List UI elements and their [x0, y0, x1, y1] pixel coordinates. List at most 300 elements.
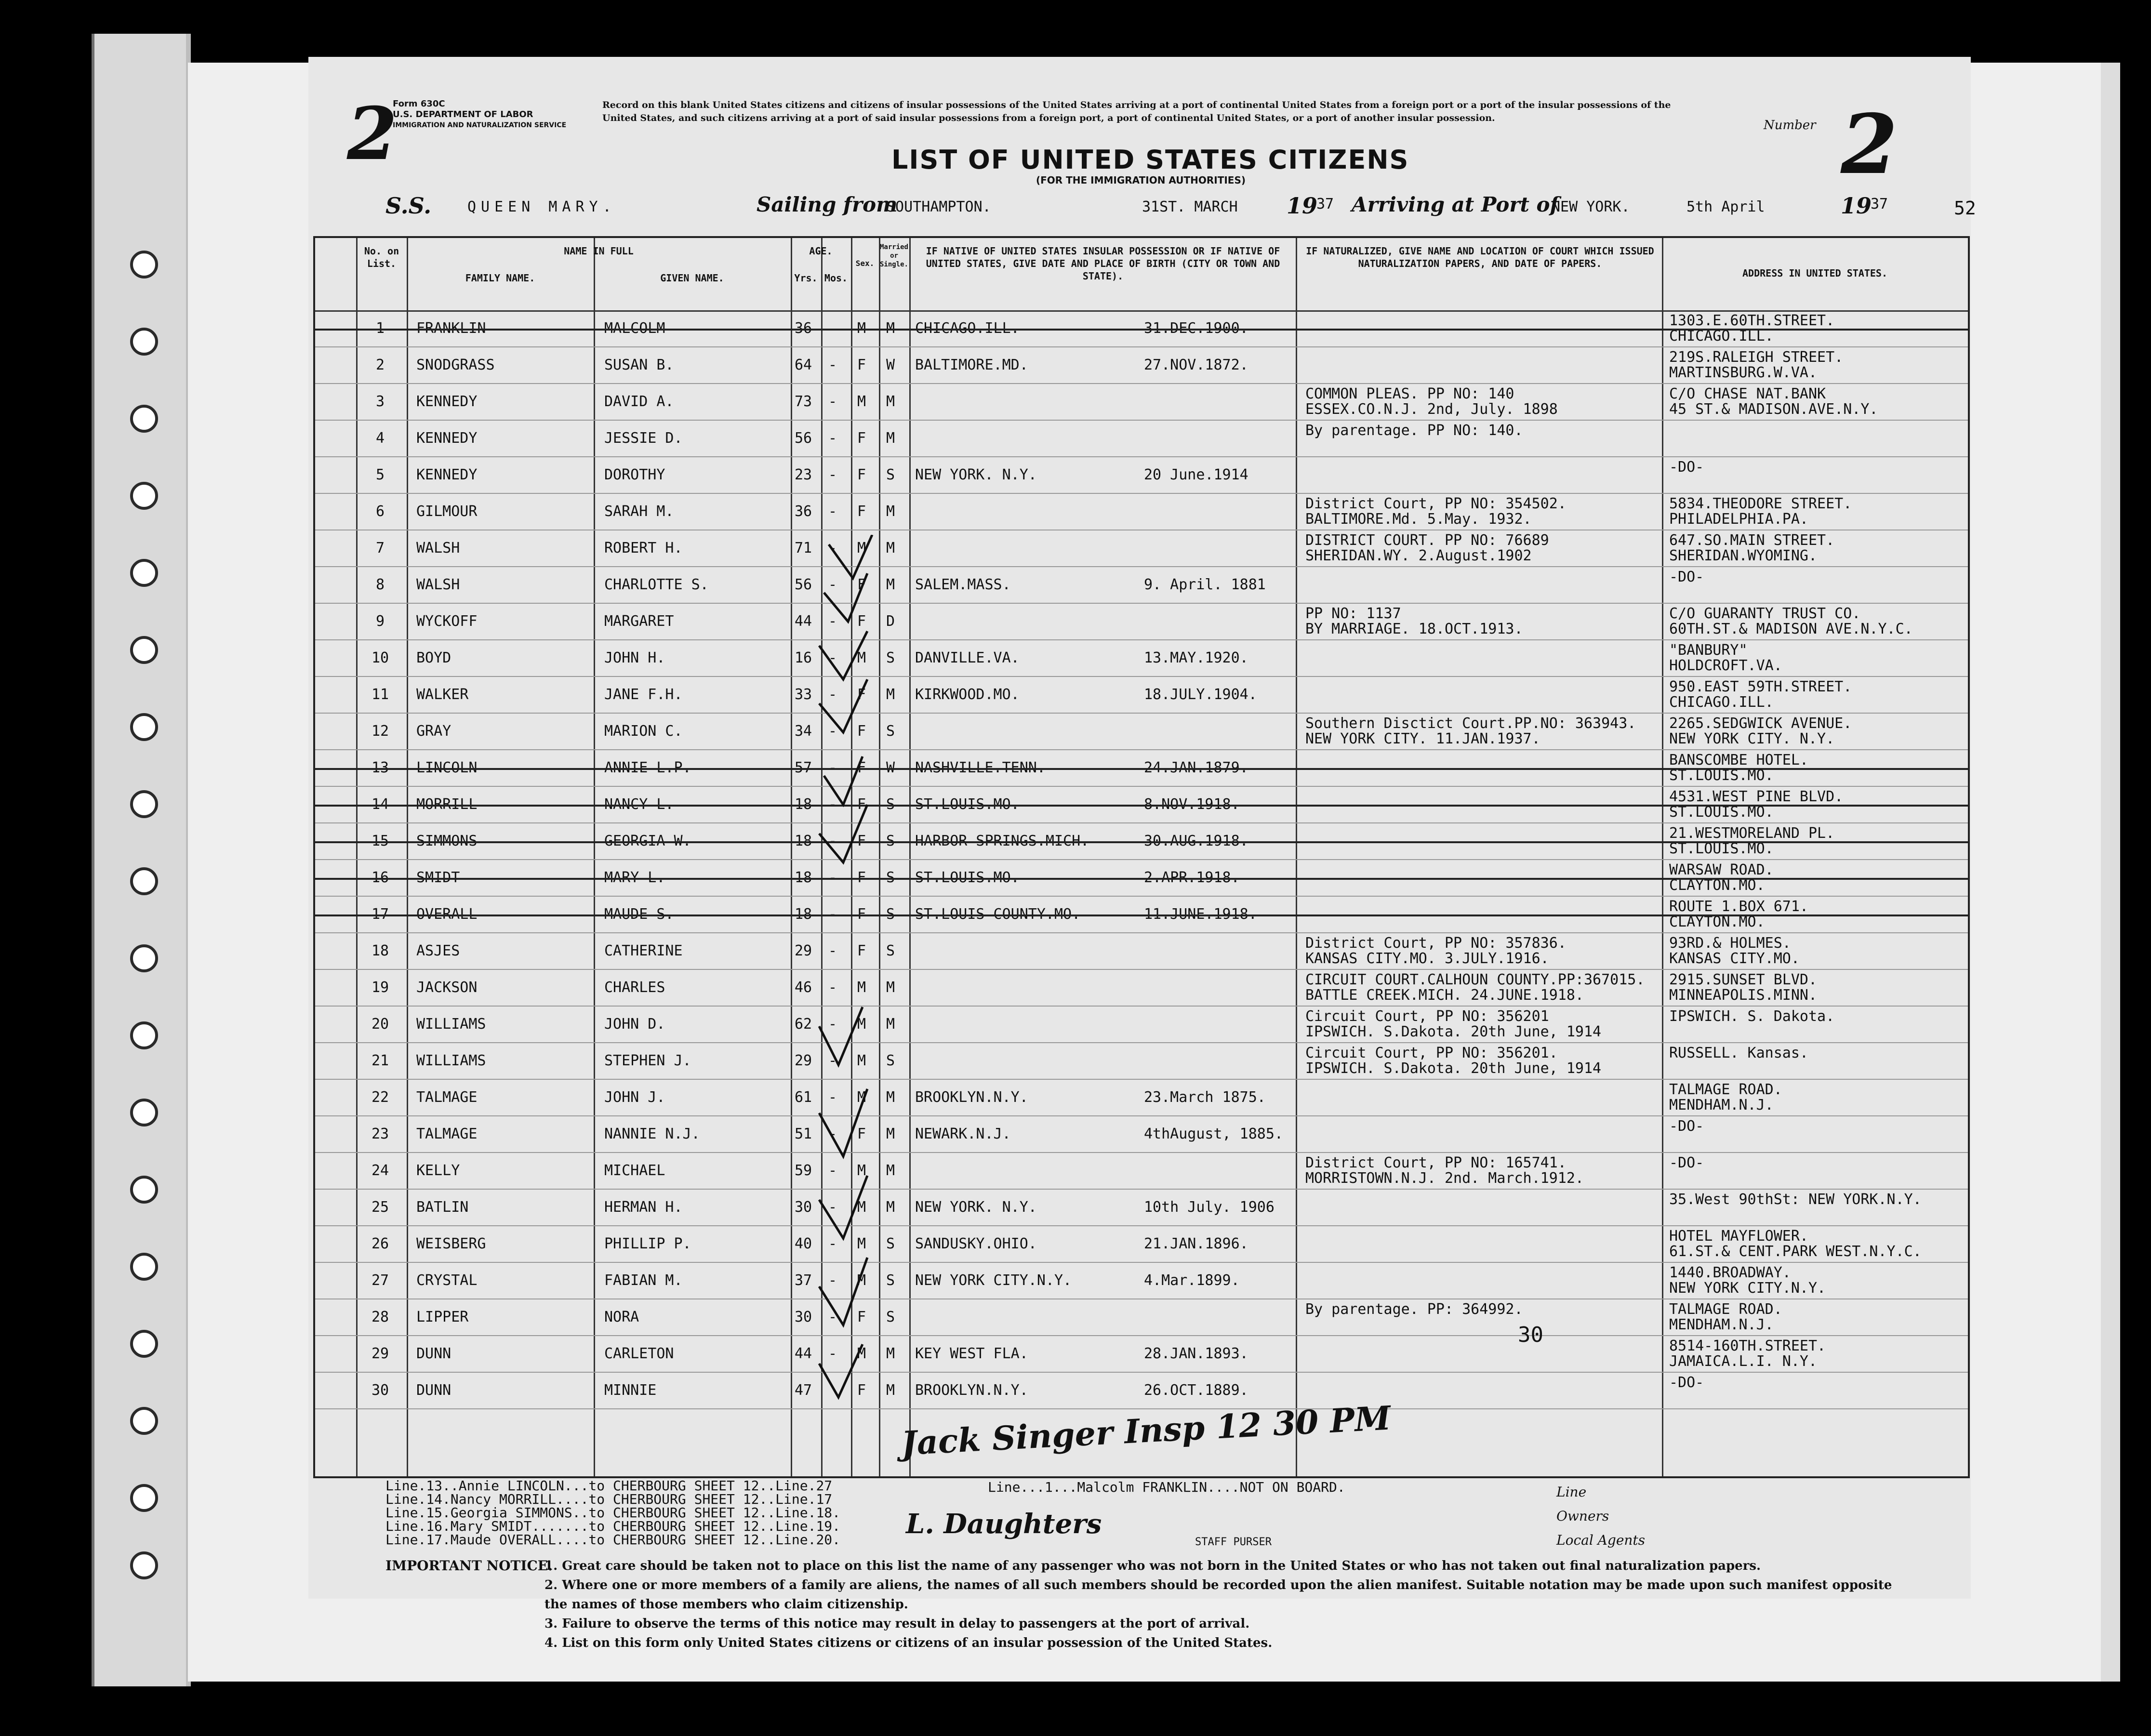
table-row	[315, 567, 1968, 603]
cell-nat2: MORRISTOWN.N.J. 2nd. March.1912.	[1305, 1170, 1584, 1187]
table-row	[315, 969, 1968, 1006]
cell-addr2: 60TH.ST.& MADISON AVE.N.Y.C.	[1669, 621, 1913, 637]
cell-sex: F	[857, 466, 866, 483]
table-row	[315, 713, 1968, 750]
cell-birth-place: NEWARK.N.J.	[915, 1126, 1011, 1142]
cell-birth-date: 21.JAN.1896.	[1144, 1235, 1248, 1252]
cell-given: MARY L.	[604, 869, 665, 886]
cell-birth-place: NEW YORK CITY.N.Y.	[915, 1272, 1072, 1289]
cell-addr1: 35.West 90thSt: NEW YORK.N.Y.	[1669, 1191, 1922, 1208]
cell-no: 20	[371, 1016, 389, 1033]
header-yrs: Yrs.	[794, 272, 818, 284]
cell-birth-date: 20 June.1914	[1144, 466, 1248, 483]
cell-family: TALMAGE	[416, 1089, 478, 1106]
cell-given: NORA	[604, 1309, 639, 1325]
cell-nat2: IPSWICH. S.Dakota. 20th June, 1914	[1305, 1060, 1602, 1077]
number-label: Number	[1764, 118, 1816, 133]
cell-age: 59	[795, 1162, 812, 1179]
cell-birth-date: 8.NOV.1918.	[1144, 796, 1240, 813]
cell-family: LIPPER	[416, 1309, 469, 1325]
cell-no: 3	[375, 393, 385, 410]
notice-item: 3. Failure to observe the terms of this notice may result in delay to passengers at the port of arrival.	[544, 1617, 1250, 1631]
table-row	[315, 457, 1968, 493]
cell-ms: M	[886, 686, 895, 703]
cell-mos: -	[828, 466, 837, 483]
cell-sex: M	[857, 1089, 866, 1106]
cell-family: TALMAGE	[416, 1126, 478, 1142]
cell-nat2: SHERIDAN.WY. 2.August.1902	[1305, 547, 1532, 564]
line-label: Line	[1556, 1484, 1587, 1500]
table-row	[315, 530, 1968, 567]
cell-age: 62	[795, 1016, 812, 1033]
table-row	[315, 310, 1968, 347]
cell-nat2: KANSAS CITY.MO. 3.JULY.1916.	[1305, 950, 1549, 967]
cell-family: WALSH	[416, 540, 460, 557]
cell-age: 71	[795, 540, 812, 557]
cell-nat1: District Court, PP NO: 354502.	[1305, 495, 1567, 512]
cell-sex: M	[857, 393, 866, 410]
table-row	[315, 1189, 1968, 1226]
cell-ms: M	[886, 1382, 895, 1399]
cell-given: FABIAN M.	[604, 1272, 683, 1289]
cell-family: CRYSTAL	[416, 1272, 478, 1289]
cell-sex: M	[857, 320, 866, 337]
table-row	[315, 676, 1968, 713]
cell-ms: M	[886, 540, 895, 557]
cell-addr2: MENDHAM.N.J.	[1669, 1316, 1774, 1333]
cell-ms: S	[886, 869, 895, 886]
cell-nat2: BALTIMORE.Md. 5.May. 1932.	[1305, 511, 1532, 528]
cell-addr1: C/O CHASE NAT.BANK	[1669, 385, 1826, 402]
table-row	[315, 933, 1968, 969]
cell-age: 47	[795, 1382, 812, 1399]
cell-nat1: District Court, PP NO: 165741.	[1305, 1154, 1567, 1171]
cell-addr2: HOLDCROFT.VA.	[1669, 657, 1782, 674]
cell-age: 56	[795, 576, 812, 593]
cell-addr1: IPSWICH. S. Dakota.	[1669, 1008, 1835, 1025]
cell-sex: F	[857, 833, 866, 849]
cell-addr1: C/O GUARANTY TRUST CO.	[1669, 605, 1861, 622]
header-address: ADDRESS IN UNITED STATES.	[1742, 267, 1888, 279]
cell-nat1: DISTRICT COURT. PP NO: 76689	[1305, 532, 1549, 549]
cell-ms: S	[886, 942, 895, 959]
cell-ms: S	[886, 723, 895, 740]
cell-mos: -	[828, 1089, 837, 1106]
table-row	[315, 1226, 1968, 1262]
footer-notes	[385, 1478, 1646, 1548]
cell-addr2: NEW YORK CITY.N.Y.	[1669, 1280, 1826, 1297]
table-row	[315, 786, 1968, 823]
cell-age: 40	[795, 1235, 812, 1252]
table-row	[315, 1043, 1968, 1079]
table-row	[315, 1299, 1968, 1336]
cell-birth-place: SANDUSKY.OHIO.	[915, 1235, 1037, 1252]
cell-addr1: -DO-	[1669, 1154, 1704, 1171]
header-married: Married or Single.	[879, 243, 908, 268]
cell-sex: F	[857, 942, 866, 959]
cell-age: 23	[795, 466, 812, 483]
cell-addr2: PHILADELPHIA.PA.	[1669, 511, 1808, 528]
cell-given: NANCY L.	[604, 796, 674, 813]
cell-sex: M	[857, 1235, 866, 1252]
page-subtitle: (FOR THE IMMIGRATION AUTHORITIES)	[1036, 174, 1246, 186]
cell-family: GRAY	[416, 723, 451, 740]
cell-nat2: NEW YORK CITY. 11.JAN.1937.	[1305, 730, 1540, 747]
cell-mos: -	[828, 393, 837, 410]
cell-mos: -	[828, 503, 837, 520]
cell-birth-date: 28.JAN.1893.	[1144, 1345, 1248, 1362]
cell-age: 51	[795, 1126, 812, 1142]
strikethrough-line	[315, 805, 1968, 807]
cell-ms: M	[886, 503, 895, 520]
cell-sex: M	[857, 1016, 866, 1033]
cell-no: 21	[371, 1052, 389, 1069]
cell-birth-place: DANVILLE.VA.	[915, 649, 1020, 666]
cell-no: 23	[371, 1126, 389, 1142]
cell-mos: -	[828, 540, 837, 557]
cell-addr1: -DO-	[1669, 1118, 1704, 1135]
cell-birth-date: 18.JULY.1904.	[1144, 686, 1257, 703]
cell-no: 27	[371, 1272, 389, 1289]
cell-age: 44	[795, 1345, 812, 1362]
cell-nat1: Southern Disctict Court.PP.NO: 363943.	[1305, 715, 1636, 732]
cell-birth-date: 10th July. 1906	[1144, 1199, 1275, 1216]
table-row	[315, 1006, 1968, 1043]
table-row	[315, 1079, 1968, 1116]
cell-birth-place: BROOKLYN.N.Y.	[915, 1089, 1028, 1106]
cell-sex: F	[857, 759, 866, 776]
cell-mos: -	[828, 430, 837, 447]
transfer-note: Line.14.Nancy MORRILL....to CHERBOURG SHEET 12..Line.17	[385, 1491, 833, 1507]
cell-given: SUSAN B.	[604, 357, 674, 373]
cell-addr1: -DO-	[1669, 459, 1704, 476]
cell-birth-place: KEY WEST FLA.	[915, 1345, 1028, 1362]
cell-no: 18	[371, 942, 389, 959]
cell-mos: -	[828, 613, 837, 630]
cell-given: CHARLES	[604, 979, 665, 996]
cell-family: MORRILL	[416, 796, 478, 813]
cell-addr2: ST.LOUIS.MO.	[1669, 767, 1774, 784]
cell-addr1: 2915.SUNSET BLVD.	[1669, 971, 1818, 988]
cell-mos: -	[828, 1126, 837, 1142]
cell-birth-place: NASHVILLE.TENN.	[915, 759, 1046, 776]
cell-birth-place: ST.LOUIS COUNTY.MO.	[915, 906, 1081, 923]
cell-family: OVERALL	[416, 906, 478, 923]
cell-birth-place: NEW YORK. N.Y.	[915, 1199, 1037, 1216]
cell-given: MARION C.	[604, 723, 683, 740]
header-sex: Sex.	[855, 259, 875, 268]
cell-given: MALCOLM	[604, 320, 665, 337]
cell-mos: -	[828, 869, 837, 886]
cell-addr2: 45 ST.& MADISON.AVE.N.Y.	[1669, 401, 1878, 418]
cell-sex: M	[857, 540, 866, 557]
cell-addr1: 5834.THEODORE STREET.	[1669, 495, 1852, 512]
cell-addr1: HOTEL MAYFLOWER.	[1669, 1228, 1808, 1245]
cell-no: 7	[375, 540, 385, 557]
cell-mos: -	[828, 796, 837, 813]
cell-family: SMIDT	[416, 869, 460, 886]
cell-birth-date: 2.APR.1918.	[1144, 869, 1240, 886]
cell-addr2: MENDHAM.N.J.	[1669, 1097, 1774, 1113]
cell-mos: -	[828, 759, 837, 776]
cell-given: MAUDE S.	[604, 906, 674, 923]
cell-family: KENNEDY	[416, 466, 478, 483]
cell-birth-place: CHICAGO.ILL.	[915, 320, 1020, 337]
cell-family: WALSH	[416, 576, 460, 593]
cell-sex: M	[857, 1199, 866, 1216]
cell-birth-place: SALEM.MASS.	[915, 576, 1011, 593]
cell-birth-date: 4.Mar.1899.	[1144, 1272, 1240, 1289]
cell-birth-date: 26.OCT.1889.	[1144, 1382, 1248, 1399]
notice-item: 4. List on this form only United States citizens or citizens of an insular possession of the United States.	[544, 1636, 1273, 1650]
cell-age: 30	[795, 1199, 812, 1216]
cell-addr1: ROUTE 1.BOX 671.	[1669, 898, 1808, 915]
agents-label: Local Agents	[1556, 1532, 1646, 1548]
strikethrough-line	[315, 329, 1968, 331]
cell-ms: S	[886, 1235, 895, 1252]
cell-no: 24	[371, 1162, 389, 1179]
table-row	[315, 493, 1968, 530]
cell-ms: S	[886, 833, 895, 849]
cell-sex: F	[857, 1309, 866, 1325]
cell-mos: -	[828, 1199, 837, 1216]
cell-given: STEPHEN J.	[604, 1052, 691, 1069]
header-given: GIVEN NAME.	[660, 272, 724, 284]
cell-mos: -	[828, 942, 837, 959]
cell-mos: -	[828, 1345, 837, 1362]
cell-sex: F	[857, 1382, 866, 1399]
cell-mos: -	[828, 357, 837, 373]
cell-ms: D	[886, 613, 895, 630]
cell-family: WALKER	[416, 686, 469, 703]
cell-given: CHARLOTTE S.	[604, 576, 709, 593]
table-row	[315, 347, 1968, 384]
cell-nat1: PP NO: 1137	[1305, 605, 1401, 622]
owners-label: Owners	[1556, 1508, 1609, 1524]
cell-nat1: COMMON PLEAS. PP NO: 140	[1305, 385, 1514, 402]
cell-mos: -	[828, 723, 837, 740]
cell-ms: M	[886, 1016, 895, 1033]
cell-addr1: "BANBURY"	[1669, 642, 1748, 659]
cell-given: ANNIE L.P.	[604, 759, 691, 776]
cell-given: NANNIE N.J.	[604, 1126, 700, 1142]
cell-sex: F	[857, 503, 866, 520]
left-number-mark: 2	[347, 92, 398, 176]
cell-no: 1	[375, 320, 385, 337]
cell-no: 8	[375, 576, 385, 593]
number-value: 2	[1841, 96, 1898, 193]
cell-age: 18	[795, 796, 812, 813]
cell-family: LINCOLN	[416, 759, 478, 776]
cell-no: 5	[375, 466, 385, 483]
cell-birth-place: ST.LOUIS.MO.	[915, 796, 1020, 813]
voyage-line: S.S. QUEEN MARY. Sailing from SOUTHAMPTON. 31ST. MARCH 19 37 Arriving at Port of NEW YORK. 5th April 19 37	[385, 193, 1888, 219]
cell-given: MICHAEL	[604, 1162, 665, 1179]
notice-item: 2. Where one or more members of a family are aliens, the names of all such members should be recorded upon the alien manifest. Suitable notation may be made upon such manifest opposite the names of those members who claim citizenship.	[544, 1578, 1892, 1612]
cell-age: 36	[795, 320, 812, 337]
cell-given: PHILLIP P.	[604, 1235, 691, 1252]
cell-family: SIMMONS	[416, 833, 478, 849]
strikethrough-line	[315, 878, 1968, 880]
cell-no: 16	[371, 869, 389, 886]
header-name: NAME IN FULL	[564, 245, 634, 257]
form-header-block: Form 630C U.S. DEPARTMENT OF LABOR IMMIGRATION AND NATURALIZATION SERVICE	[393, 99, 567, 129]
cell-mos: -	[828, 1272, 837, 1289]
cell-ms: S	[886, 466, 895, 483]
form-instructions: Record on this blank United States citizens and citizens of insular possessions of the United States arriving at a port of continental United States from a foreign port or a port of the insular possessions of the United States, and such citizens arriving at a port of said insular possessions from a foreign port, a port of continental United States, or a port of another insular possession.	[602, 100, 1671, 123]
cell-family: JACKSON	[416, 979, 478, 996]
cell-addr1: TALMAGE ROAD.	[1669, 1301, 1782, 1318]
cell-age: 36	[795, 503, 812, 520]
table-row	[315, 750, 1968, 786]
cell-birth-date: 23.March 1875.	[1144, 1089, 1266, 1106]
cell-family: KENNEDY	[416, 393, 478, 410]
cell-family: WILLIAMS	[416, 1016, 486, 1033]
transfer-note: Line.15.Georgia SIMMONS..to CHERBOURG SHEET 12..Line.18.	[385, 1505, 841, 1521]
table-row	[315, 603, 1968, 640]
cell-age: 73	[795, 393, 812, 410]
cell-age: 18	[795, 869, 812, 886]
cell-ms: M	[886, 1199, 895, 1216]
table-row	[315, 640, 1968, 676]
cell-nat2: BY MARRIAGE. 18.OCT.1913.	[1305, 621, 1523, 637]
cell-sex: M	[857, 1052, 866, 1069]
cell-birth-date: 24.JAN.1879.	[1144, 759, 1248, 776]
cell-addr1: RUSSELL. Kansas.	[1669, 1045, 1808, 1061]
cell-addr1: 219S.RALEIGH STREET.	[1669, 349, 1844, 366]
table-row	[315, 1336, 1968, 1372]
count-mark: 30	[1518, 1323, 1543, 1347]
cell-ms: M	[886, 1089, 895, 1106]
cell-mos: -	[828, 686, 837, 703]
cell-given: JOHN H.	[604, 649, 665, 666]
header-age: AGE.	[809, 245, 833, 257]
cell-addr1: 2265.SEDGWICK AVENUE.	[1669, 715, 1852, 732]
cell-addr2: CLAYTON.MO.	[1669, 877, 1765, 894]
cell-ms: M	[886, 393, 895, 410]
cell-age: 44	[795, 613, 812, 630]
cell-nat1: Circuit Court, PP NO: 356201	[1305, 1008, 1549, 1025]
cell-addr1: 1440.BROADWAY.	[1669, 1264, 1791, 1281]
cell-ms: S	[886, 796, 895, 813]
cell-no: 11	[371, 686, 389, 703]
cell-age: 30	[795, 1309, 812, 1325]
cell-addr1: -DO-	[1669, 569, 1704, 585]
cell-age: 46	[795, 979, 812, 996]
cell-age: 57	[795, 759, 812, 776]
cell-given: CARLETON	[604, 1345, 674, 1362]
cell-no: 28	[371, 1309, 389, 1325]
inspector-signature: Jack Singer Insp 12 30 PM	[900, 1399, 1392, 1463]
cell-birth-date: 4thAugust, 1885.	[1144, 1126, 1283, 1142]
cell-addr2: CHICAGO.ILL.	[1669, 328, 1774, 345]
cell-family: KENNEDY	[416, 430, 478, 447]
cell-addr1: BANSCOMBE HOTEL.	[1669, 752, 1808, 769]
cell-addr2: JAMAICA.L.I. N.Y.	[1669, 1353, 1818, 1370]
cell-nat1: District Court, PP NO: 357836.	[1305, 935, 1567, 952]
cell-sex: F	[857, 723, 866, 740]
header-family: FAMILY NAME.	[465, 272, 535, 284]
manifest-table	[313, 236, 1970, 1478]
table-row	[315, 896, 1968, 933]
cell-no: 22	[371, 1089, 389, 1106]
header-birth: IF NATIVE OF UNITED STATES INSULAR POSSESSION OR IF NATIVE OF UNITED STATES, GIVE DATE AND PLACE OF BIRTH (CITY OR TOWN AND STATE).	[926, 245, 1280, 282]
cell-birth-place: NEW YORK. N.Y.	[915, 466, 1037, 483]
strikethrough-line	[315, 914, 1968, 916]
cell-addr1: 1303.E.60TH.STREET.	[1669, 312, 1835, 329]
cell-nat1: CIRCUIT COURT.CALHOUN COUNTY.PP:367015.	[1305, 971, 1645, 988]
header-mos: Mos.	[824, 272, 848, 284]
cell-nat1: By parentage. PP: 364992.	[1305, 1301, 1523, 1318]
cell-sex: F	[857, 357, 866, 373]
cell-mos: -	[828, 979, 837, 996]
table-row	[315, 860, 1968, 896]
table-row	[315, 823, 1968, 860]
cell-no: 25	[371, 1199, 389, 1216]
cell-addr1: -DO-	[1669, 1374, 1704, 1391]
cell-age: 18	[795, 906, 812, 923]
cell-nat1: Circuit Court, PP NO: 356201.	[1305, 1045, 1558, 1061]
transfer-note: Line.17.Maude OVERALL....to CHERBOURG SHEET 12..Line.20.	[385, 1532, 841, 1548]
cell-age: 29	[795, 942, 812, 959]
cell-given: JOHN J.	[604, 1089, 665, 1106]
cell-given: GEORGIA W.	[604, 833, 691, 849]
cell-nat1: By parentage. PP NO: 140.	[1305, 422, 1523, 439]
table-row	[315, 384, 1968, 420]
cell-ms: M	[886, 320, 895, 337]
cell-mos: -	[828, 1016, 837, 1033]
cell-birth-place: ST.LOUIS.MO.	[915, 869, 1020, 886]
cell-given: SARAH M.	[604, 503, 674, 520]
cell-ms: S	[886, 906, 895, 923]
cell-ms: W	[886, 759, 895, 776]
cell-sex: F	[857, 869, 866, 886]
cell-age: 34	[795, 723, 812, 740]
cell-sex: F	[857, 576, 866, 593]
cell-mos: -	[828, 1309, 837, 1325]
cell-given: DAVID A.	[604, 393, 674, 410]
page-number: 52	[1954, 198, 1976, 219]
cell-family: ASJES	[416, 942, 460, 959]
transfer-note: Line.16.Mary SMIDT.......to CHERBOURG SHEET 12..Line.19.	[385, 1518, 841, 1534]
cell-mos: -	[828, 576, 837, 593]
cell-no: 19	[371, 979, 389, 996]
cell-given: DOROTHY	[604, 466, 665, 483]
cell-ms: M	[886, 1345, 895, 1362]
cell-sex: F	[857, 1126, 866, 1142]
cell-sex: M	[857, 1345, 866, 1362]
cell-age: 33	[795, 686, 812, 703]
cell-addr2: SHERIDAN.WYOMING.	[1669, 547, 1818, 564]
cell-nat2: IPSWICH. S.Dakota. 20th June, 1914	[1305, 1023, 1602, 1040]
table-row	[315, 1153, 1968, 1189]
cell-ms: S	[886, 1309, 895, 1325]
cell-addr2: MARTINSBURG.W.VA.	[1669, 364, 1818, 381]
cell-family: GILMOUR	[416, 503, 478, 520]
cell-sex: M	[857, 1162, 866, 1179]
cell-birth-date: 31.DEC.1900.	[1144, 320, 1248, 337]
cell-mos: -	[828, 833, 837, 849]
table-row	[315, 1372, 1968, 1409]
cell-family: DUNN	[416, 1382, 451, 1399]
cell-given: JESSIE D.	[604, 430, 683, 447]
cell-addr2: CLAYTON.MO.	[1669, 914, 1765, 930]
header-naturalized: IF NATURALIZED, GIVE NAME AND LOCATION OF COURT WHICH ISSUED NATURALIZATION PAPERS, AND DATE OF PAPERS.	[1306, 245, 1654, 269]
cell-mos: -	[828, 1235, 837, 1252]
cell-ms: S	[886, 1272, 895, 1289]
notice-item: 1. Great care should be taken not to place on this list the name of any passenger who was not born in the United States or who has not taken out final naturalization papers.	[544, 1559, 1761, 1573]
cell-addr1: 4531.WEST PINE BLVD.	[1669, 788, 1844, 805]
